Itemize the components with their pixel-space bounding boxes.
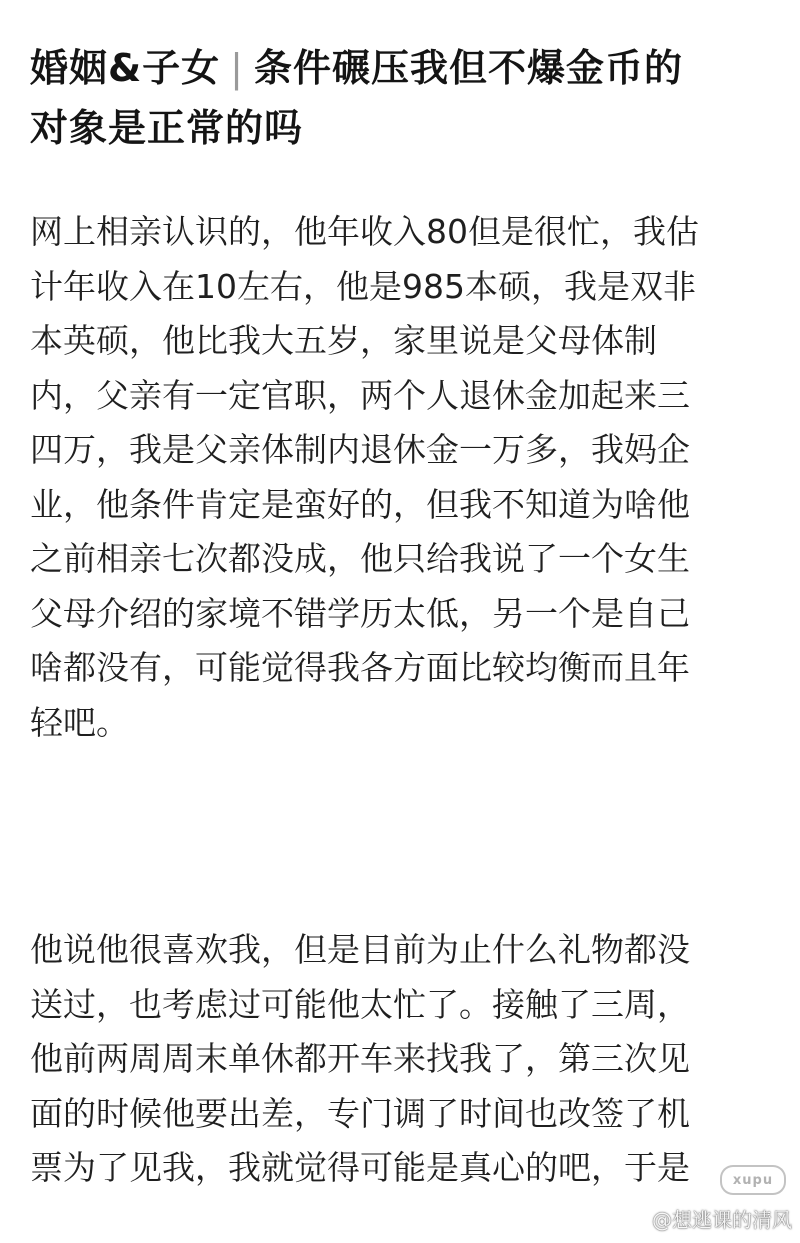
paragraph-line: 父母介绍的家境不错学历太低，另一个是自己	[30, 593, 690, 633]
title-line2-text: 对象是正常的吗	[30, 106, 304, 150]
paragraph-line: 网上相亲认识的，他年收入80但是很忙，我估	[30, 212, 699, 251]
paragraph-line: 四万，我是父亲体制内退休金一万多，我妈企	[30, 430, 690, 469]
paragraph-line: 他说他很喜欢我，但是目前为止什么礼物都没	[30, 930, 690, 969]
watermark-logo: xupu	[720, 1165, 786, 1195]
post-paragraph-1	[30, 205, 770, 750]
paragraph-line: 票为了见我，我就觉得可能是真心的吧，于是	[30, 1148, 690, 1187]
paragraph-line: 之前相亲七次都没成，他只给我说了一个女生	[30, 539, 690, 578]
paragraph-line: 计年收入在10左右，他是985本硕，我是双非	[30, 266, 696, 306]
paragraph-line: 面的时候他要出差，专门调了时间也改签了机	[30, 1093, 690, 1133]
paragraph-line: 业，他条件肯定是蛮好的，但我不知道为啥他	[30, 484, 690, 524]
paragraph-line: 他前两周周末单休都开车来找我了，第三次见	[30, 1039, 690, 1078]
watermark-credit: @想逃课的清风	[652, 1208, 792, 1232]
paragraph-line: 内，父亲有一定官职，两个人退休金加起来三	[30, 375, 690, 415]
paragraph-line: 啥都没有，可能觉得我各方面比较均衡而且年	[30, 648, 690, 687]
title-line1-text: 条件碾压我但不爆金币的	[253, 46, 683, 90]
paragraph-line: 本英硕，他比我大五岁，家里说是父母体制	[30, 321, 657, 360]
paragraph-line: 轻吧。	[30, 702, 129, 742]
title-category: 婚姻&子女	[30, 46, 221, 90]
post-paragraph-2	[30, 923, 770, 1196]
title-separator: |	[230, 46, 244, 90]
paragraph-line: 送过，也考虑过可能他太忙了。接触了三周，	[30, 984, 690, 1024]
post-title	[30, 38, 780, 158]
